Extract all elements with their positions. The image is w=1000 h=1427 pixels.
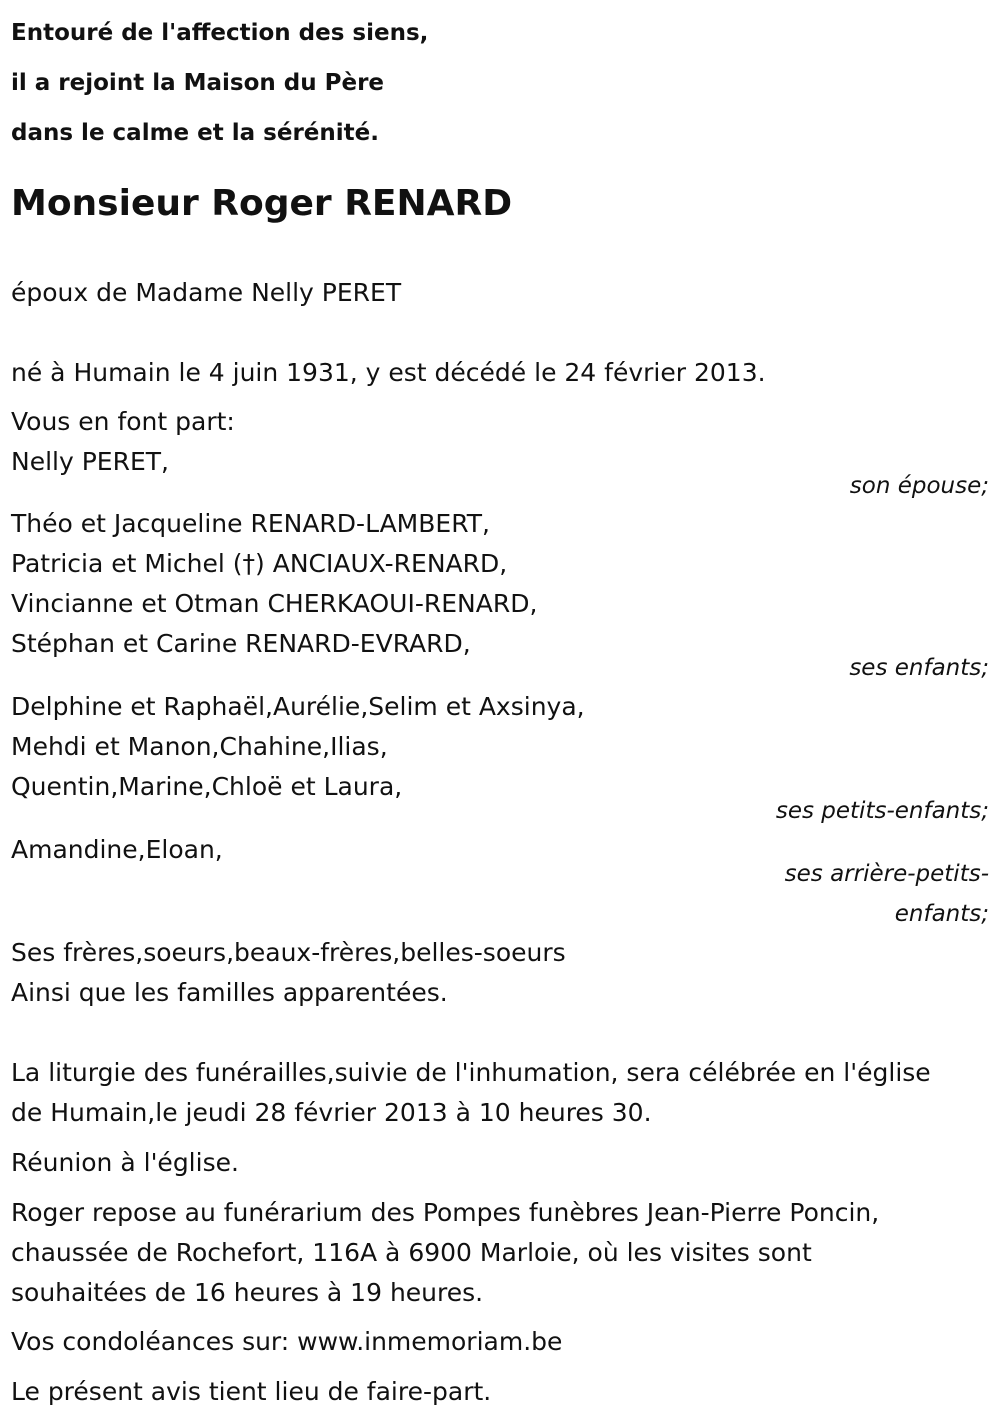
child-entry: Théo et Jacqueline RENARD-LAMBERT, <box>11 509 490 538</box>
condolences-line: Vos condoléances sur: www.inmemoriam.be <box>11 1327 563 1356</box>
child-entry: Vincianne et Otman CHERKAOUI-RENARD, <box>11 589 538 618</box>
grandchildren-entry: Quentin,Marine,Chloë et Laura, <box>11 772 403 801</box>
intro-line-1: Entouré de l'affection des siens, <box>11 20 429 46</box>
intro-line-2: il a rejoint la Maison du Père <box>11 70 385 96</box>
liturgy-paragraph <box>11 1053 989 1133</box>
liturgy-line-2: de Humain,le jeudi 28 février 2013 à 10 heures 30. <box>11 1098 652 1127</box>
intro-line-3: dans le calme et la sérénité. <box>11 120 379 146</box>
grandchildren-relation: ses petits-enfants; <box>775 798 989 824</box>
great-grandchildren-relation-1: ses arrière-petits- <box>784 861 989 887</box>
child-entry: Stéphan et Carine RENARD-EVRARD, <box>11 629 471 658</box>
spouse-name: Nelly PERET, <box>11 447 169 476</box>
spouse-line: époux de Madame Nelly PERET <box>11 278 402 307</box>
birth-death-line: né à Humain le 4 juin 1931, y est décédé le 24 février 2013. <box>11 358 766 387</box>
notice-line: Le présent avis tient lieu de faire-part. <box>11 1377 492 1406</box>
meeting-line: Réunion à l'église. <box>11 1148 239 1177</box>
repose-line-3: souhaitées de 16 heures à 19 heures. <box>11 1278 484 1307</box>
liturgy-line-1: La liturgie des funérailles,suivie de l'inhumation, sera célébrée en l'église <box>11 1058 931 1087</box>
intro-text <box>11 8 428 158</box>
repose-line-1: Roger repose au funérarium des Pompes funèbres Jean-Pierre Poncin, <box>11 1198 880 1227</box>
announcement-intro: Vous en font part: <box>11 407 235 436</box>
deceased-name: Monsieur Roger RENARD <box>11 183 513 224</box>
repose-paragraph <box>11 1193 989 1313</box>
great-grandchildren-entry: Amandine,Eloan, <box>11 835 223 864</box>
repose-line-2: chaussée de Rochefort, 116A à 6900 Marloie, où les visites sont <box>11 1238 812 1267</box>
families-line: Ainsi que les familles apparentées. <box>11 978 448 1007</box>
siblings-line: Ses frères,soeurs,beaux-frères,belles-soeurs <box>11 938 566 967</box>
grandchildren-entry: Mehdi et Manon,Chahine,Ilias, <box>11 732 388 761</box>
children-relation: ses enfants; <box>849 655 989 681</box>
grandchildren-entry: Delphine et Raphaël,Aurélie,Selim et Axsinya, <box>11 692 585 721</box>
great-grandchildren-relation-2: enfants; <box>894 901 989 927</box>
spouse-relation: son épouse; <box>849 473 989 499</box>
child-entry: Patricia et Michel (†) ANCIAUX-RENARD, <box>11 549 508 578</box>
